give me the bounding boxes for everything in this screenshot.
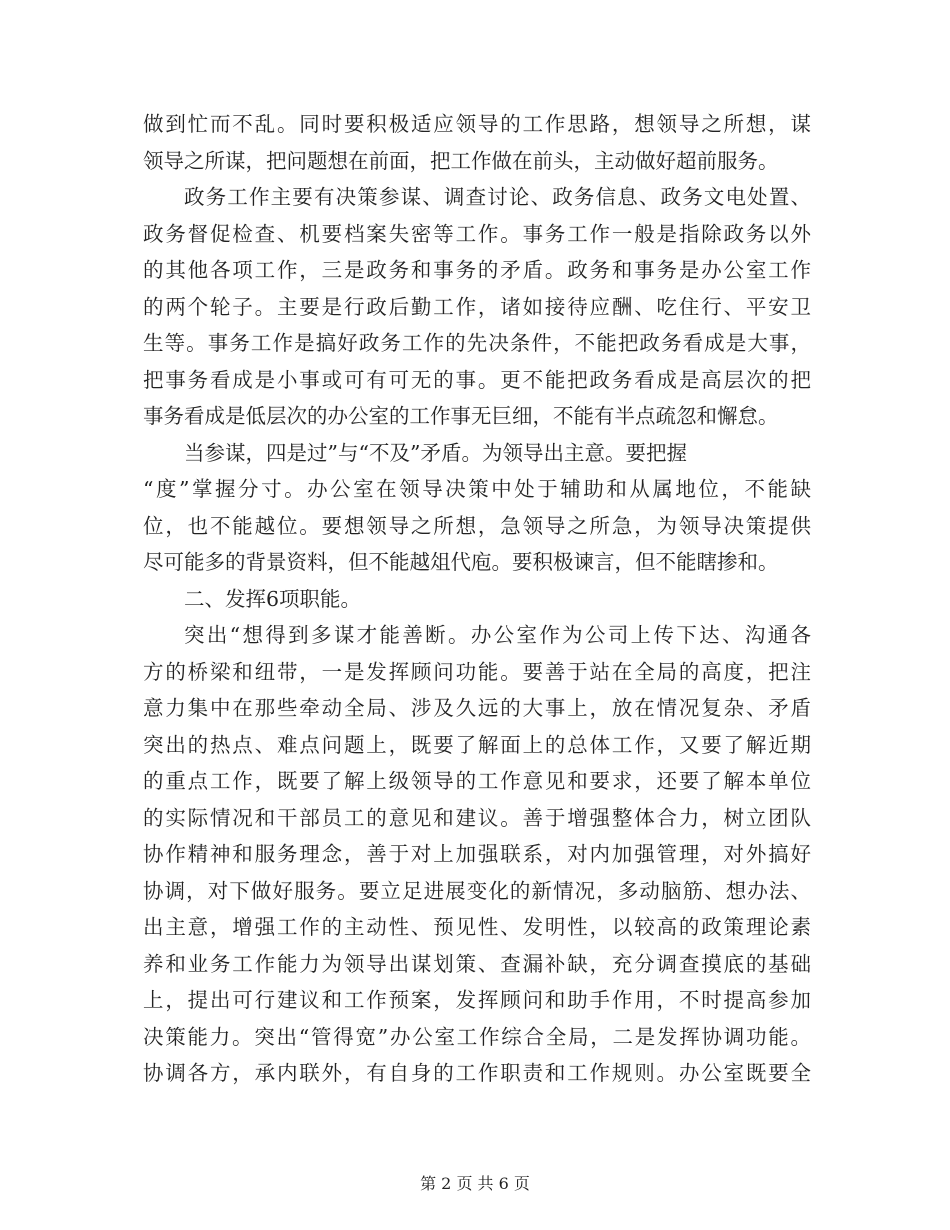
- text-line: 尽可能多的背景资料，但不能越俎代庖。要积极谏言，但不能瞎掺和。: [143, 550, 779, 574]
- page-number-footer: 第 2 页 共 6 页: [420, 1174, 530, 1193]
- text-line: 意力集中在那些牵动全局、涉及久远的大事上，放在情况复杂、矛盾: [143, 696, 811, 720]
- text-line: 协作精神和服务理念，善于对上加强联系，对内加强管理，对外搞好: [143, 842, 811, 866]
- section-heading: 二、发挥6项职能。: [184, 586, 362, 611]
- text-line: 位，也不能越位。要想领导之所想，急领导之所急，为领导决策提供: [143, 513, 811, 538]
- text-line: 当参谋，四是过”与“不及”矛盾。为领导出主意。要把握: [184, 440, 687, 465]
- text-line: 突出的热点、难点问题上，既要了解面上的总体工作，又要了解近期: [143, 732, 811, 757]
- text-line: 领导之所谋，把问题想在前面，把工作做在前头，主动做好超前服务。: [143, 148, 779, 173]
- text-line: 政务督促检查、机要档案失密等工作。事务工作一般是指除政务以外: [143, 221, 811, 246]
- text-line: 协调，对下做好服务。要立足进展变化的新情况，多动脑筋、想办法、: [143, 878, 811, 903]
- text-line: 的重点工作，既要了解上级领导的工作意见和要求，还要了解本单位: [143, 769, 811, 793]
- text-line: 方的桥梁和纽带，一是发挥顾问功能。要善于站在全局的高度，把注: [143, 659, 811, 684]
- text-line: 的两个轮子。主要是行政后勤工作，诸如接待应酬、吃住行、平安卫: [143, 294, 811, 319]
- text-line: 政务工作主要有决策参谋、调查讨论、政务信息、政务文电处置、: [184, 185, 811, 209]
- text-line: 协调各方，承内联外，有自身的工作职责和工作规则。办公室既要全: [143, 1061, 811, 1085]
- text-line: “度”掌握分寸。办公室在领导决策中处于辅助和从属地位，不能缺: [143, 477, 811, 501]
- text-line: 的实际情况和干部员工的意见和建议。善于增强整体合力，树立团队: [143, 805, 811, 830]
- text-line: 养和业务工作能力为领导出谋划策、查漏补缺，充分调查摸底的基础: [143, 951, 811, 976]
- text-line: 出主意，增强工作的主动性、预见性、发明性，以较高的政策理论素: [143, 915, 811, 939]
- text-line: 事务看成是低层次的办公室的工作事无巨细，不能有半点疏忽和懈怠。: [143, 404, 779, 428]
- text-line: 的其他各项工作，三是政务和事务的矛盾。政务和事务是办公室工作: [143, 258, 811, 282]
- text-line: 突出“想得到多谋才能善断。办公室作为公司上传下达、沟通各: [184, 623, 811, 647]
- text-line: 生等。事务工作是搞好政务工作的先决条件，不能把政务看成是大事，: [143, 331, 811, 355]
- body-text: [143, 106, 811, 1092]
- text-line: 上，提出可行建议和工作预案，发挥顾问和助手作用，不时提高参加: [143, 988, 811, 1012]
- text-line: 决策能力。突出“管得宽”办公室工作综合全局，二是发挥协调功能。: [143, 1024, 811, 1049]
- text-line: 做到忙而不乱。同时要积极适应领导的工作思路，想领导之所想，谋: [143, 112, 811, 136]
- text-line: 把事务看成是小事或可有可无的事。更不能把政务看成是高层次的把: [143, 367, 811, 392]
